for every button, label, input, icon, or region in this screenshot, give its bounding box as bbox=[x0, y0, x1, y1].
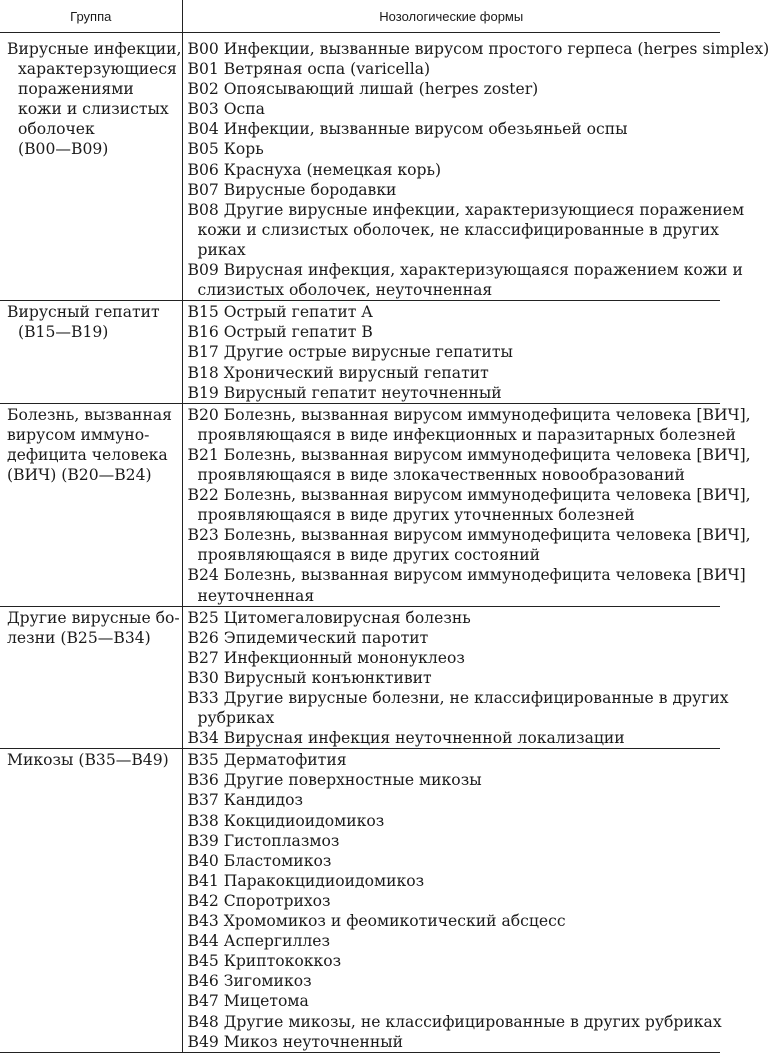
nosology-item bbox=[188, 59, 721, 79]
group-label-line: Микозы (B35—B49) bbox=[7, 751, 169, 770]
table-header bbox=[0, 0, 720, 33]
nosology-item-line: B25 Цитомегаловирусная болезнь bbox=[187, 608, 471, 627]
nosology-item-line: проявляющаяся в виде злокачественных новообразований bbox=[197, 465, 685, 484]
nosology-item bbox=[188, 728, 721, 748]
nosology-item-line: B09 Вирусная инфекция, характеризующаяся поражением кожи и bbox=[187, 261, 743, 280]
nosology-item bbox=[188, 891, 721, 911]
nosology-item-line: неуточненная bbox=[197, 586, 315, 605]
nosology-item bbox=[188, 1032, 721, 1052]
group-label-line: (B15—B19) bbox=[18, 323, 109, 342]
nosology-item-line: B43 Хромомикоз и феомикотический абсцесс bbox=[187, 912, 566, 931]
nosology-item bbox=[187, 485, 751, 525]
group-label-line: характерзующиеся bbox=[18, 60, 177, 79]
nosology-item bbox=[187, 405, 751, 445]
nosology-item-line: B40 Бластомикоз bbox=[187, 851, 332, 870]
nosology-item-line: B33 Другие вирусные болезни, не классифицированные в других bbox=[187, 689, 729, 707]
nosology-item-line: проявляющаяся в виде других состояний bbox=[197, 546, 541, 565]
nosology-item bbox=[188, 160, 721, 180]
nosology-item-line: B39 Гистоплазмоз bbox=[187, 831, 340, 850]
table-row bbox=[0, 301, 720, 403]
forms-cell bbox=[182, 301, 720, 403]
group-cell bbox=[0, 606, 182, 749]
nosology-item bbox=[188, 99, 721, 119]
table-row bbox=[0, 606, 720, 749]
group-label-line: Вирусный гепатит bbox=[7, 303, 160, 322]
nosology-item-line: B00 Инфекции, вызванные вирусом простого герпеса (herpes simplex) bbox=[187, 40, 769, 58]
nosology-item bbox=[188, 302, 721, 322]
group-cell bbox=[0, 403, 182, 606]
nosology-item bbox=[188, 911, 721, 931]
nosology-item-line: B18 Хронический вирусный гепатит bbox=[187, 363, 489, 382]
nosology-item-line: B22 Болезнь, вызванная вирусом иммунодефицита человека [ВИЧ], bbox=[187, 486, 751, 505]
nosology-item bbox=[188, 628, 721, 648]
nosology-item bbox=[187, 565, 746, 605]
nosology-item-line: B26 Эпидемический паротит bbox=[187, 628, 429, 647]
nosology-item bbox=[188, 991, 721, 1011]
table-row bbox=[0, 33, 720, 301]
nosology-item bbox=[188, 790, 721, 810]
group-label-line: поражениями bbox=[18, 80, 134, 99]
forms-cell bbox=[182, 33, 769, 301]
nosology-item bbox=[188, 770, 721, 790]
group-label-line: Другие вирусные бо- bbox=[7, 608, 180, 627]
nosology-item bbox=[188, 668, 721, 688]
nosology-item bbox=[187, 39, 769, 59]
nosology-item-line: B37 Кандидоз bbox=[187, 791, 304, 810]
nosology-item bbox=[188, 1012, 721, 1032]
group-label-line: Болезнь, вызванная bbox=[7, 405, 172, 424]
group-label-line: дефицита человека bbox=[7, 445, 168, 464]
group-label-line: вирусом иммуно- bbox=[7, 425, 150, 444]
nosology-item-line: B36 Другие поверхностные микозы bbox=[187, 771, 482, 790]
nosology-item-line: B04 Инфекции, вызванные вирусом обезьяньей оспы bbox=[187, 120, 628, 139]
nosology-item bbox=[188, 811, 721, 831]
nosology-item-line: B03 Оспа bbox=[187, 100, 265, 119]
nosology-item-line: B07 Вирусные бородавки bbox=[187, 180, 397, 199]
table-body bbox=[0, 33, 769, 1053]
table-row bbox=[0, 749, 720, 1052]
nosology-item-line: B48 Другие микозы, не классифицированные в других рубриках bbox=[187, 1012, 722, 1031]
nosology-item-line: B41 Паракокцидиоидомикоз bbox=[187, 871, 425, 890]
header-row bbox=[0, 0, 720, 33]
nosology-item bbox=[188, 322, 721, 342]
nosology-item-line: проявляющаяся в виде других уточненных болезней bbox=[197, 506, 635, 525]
nosology-item bbox=[188, 931, 721, 951]
nosology-item-line: B20 Болезнь, вызванная вирусом иммунодефицита человека [ВИЧ], bbox=[187, 405, 751, 424]
nosology-item-line: B02 Опоясывающий лишай (herpes zoster) bbox=[187, 80, 539, 99]
nosology-item-line: B49 Микоз неуточненный bbox=[187, 1032, 404, 1051]
nosology-item-line: рубриках bbox=[197, 709, 275, 728]
group-cell bbox=[0, 301, 182, 403]
nosology-item bbox=[188, 180, 721, 200]
nosology-item-line: B47 Мицетома bbox=[187, 992, 309, 1011]
forms-column-header: Нозологические формы bbox=[182, 0, 720, 33]
nosology-item-line: B17 Другие острые вирусные гепатиты bbox=[187, 343, 513, 362]
nosology-item bbox=[188, 648, 721, 668]
nosology-item-line: B15 Острый гепатит A bbox=[187, 303, 373, 322]
nosology-item bbox=[188, 342, 721, 362]
nosology-item bbox=[187, 525, 751, 565]
nosology-item bbox=[187, 200, 745, 260]
nosology-item-line: B23 Болезнь, вызванная вирусом иммунодефицита человека [ВИЧ], bbox=[187, 526, 751, 545]
nosology-item bbox=[188, 608, 721, 628]
nosology-item bbox=[187, 260, 743, 300]
nosology-item-line: слизистых оболочек, неуточненная bbox=[197, 281, 493, 300]
forms-cell bbox=[182, 749, 720, 1052]
nosology-item-line: B30 Вирусный конъюнктивит bbox=[187, 668, 432, 687]
nosology-item-line: B38 Кокцидиоидомикоз bbox=[187, 811, 385, 830]
nosology-item bbox=[188, 871, 721, 891]
nosology-item-line: B34 Вирусная инфекция неуточненной локализации bbox=[187, 729, 625, 748]
group-cell bbox=[0, 33, 182, 301]
group-label-line: Вирусные инфекции, bbox=[7, 40, 182, 58]
nosology-item-line: проявляющаяся в виде инфекционных и паразитарных болезней bbox=[197, 425, 736, 444]
group-cell bbox=[0, 749, 182, 1052]
nosology-item-line: риках bbox=[197, 240, 246, 259]
group-label-line: лезни (B25—B34) bbox=[7, 628, 151, 647]
nosology-item bbox=[188, 971, 721, 991]
nosology-item bbox=[188, 851, 721, 871]
nosology-item bbox=[188, 383, 721, 403]
nosology-item-line: B46 Зигомикоз bbox=[187, 972, 312, 991]
group-label-line: кожи и слизистых bbox=[18, 100, 169, 119]
nosology-item bbox=[188, 119, 721, 139]
nosology-item-line: B08 Другие вирусные инфекции, характеризующиеся поражением bbox=[187, 200, 745, 219]
nosology-item-line: B19 Вирусный гепатит неуточненный bbox=[187, 383, 502, 402]
nosology-item-line: B27 Инфекционный мононуклеоз bbox=[187, 648, 465, 667]
group-label-line: (B00—B09) bbox=[18, 140, 109, 159]
nosology-item bbox=[188, 79, 721, 99]
nosology-item bbox=[188, 951, 721, 971]
nosology-item-line: B06 Краснуха (немецкая корь) bbox=[187, 160, 442, 179]
group-label-line: оболочек bbox=[18, 120, 95, 139]
nosology-item-line: кожи и слизистых оболочек, не классифицированные в других bbox=[197, 220, 719, 239]
group-label-line: (ВИЧ) (B20—B24) bbox=[7, 465, 152, 484]
nosology-item bbox=[187, 688, 729, 728]
nosology-item-line: B16 Острый гепатит B bbox=[187, 323, 373, 342]
nosology-item-line: B45 Криптококкоз bbox=[187, 952, 342, 971]
table-row bbox=[0, 403, 720, 606]
nosology-item bbox=[188, 750, 721, 770]
nosology-item bbox=[188, 139, 721, 159]
nosology-item-line: B35 Дерматофития bbox=[187, 751, 347, 770]
nosology-item bbox=[188, 831, 721, 851]
nosology-item-line: B05 Корь bbox=[187, 140, 264, 159]
nosology-item bbox=[187, 445, 751, 485]
nosology-item-line: B42 Споротрихоз bbox=[187, 891, 331, 910]
nosology-item-line: B44 Аспергиллез bbox=[187, 932, 331, 951]
nosology-item-line: B24 Болезнь, вызванная вирусом иммунодефицита человека [ВИЧ] bbox=[187, 566, 746, 585]
forms-cell bbox=[182, 606, 729, 749]
nosology-item-line: B01 Ветряная оспа (varicella) bbox=[187, 60, 431, 79]
forms-cell bbox=[182, 403, 751, 606]
group-column-header: Группа bbox=[0, 0, 182, 33]
nosology-item bbox=[188, 363, 721, 383]
nosology-item-line: B21 Болезнь, вызванная вирусом иммунодефицита человека [ВИЧ], bbox=[187, 445, 751, 464]
